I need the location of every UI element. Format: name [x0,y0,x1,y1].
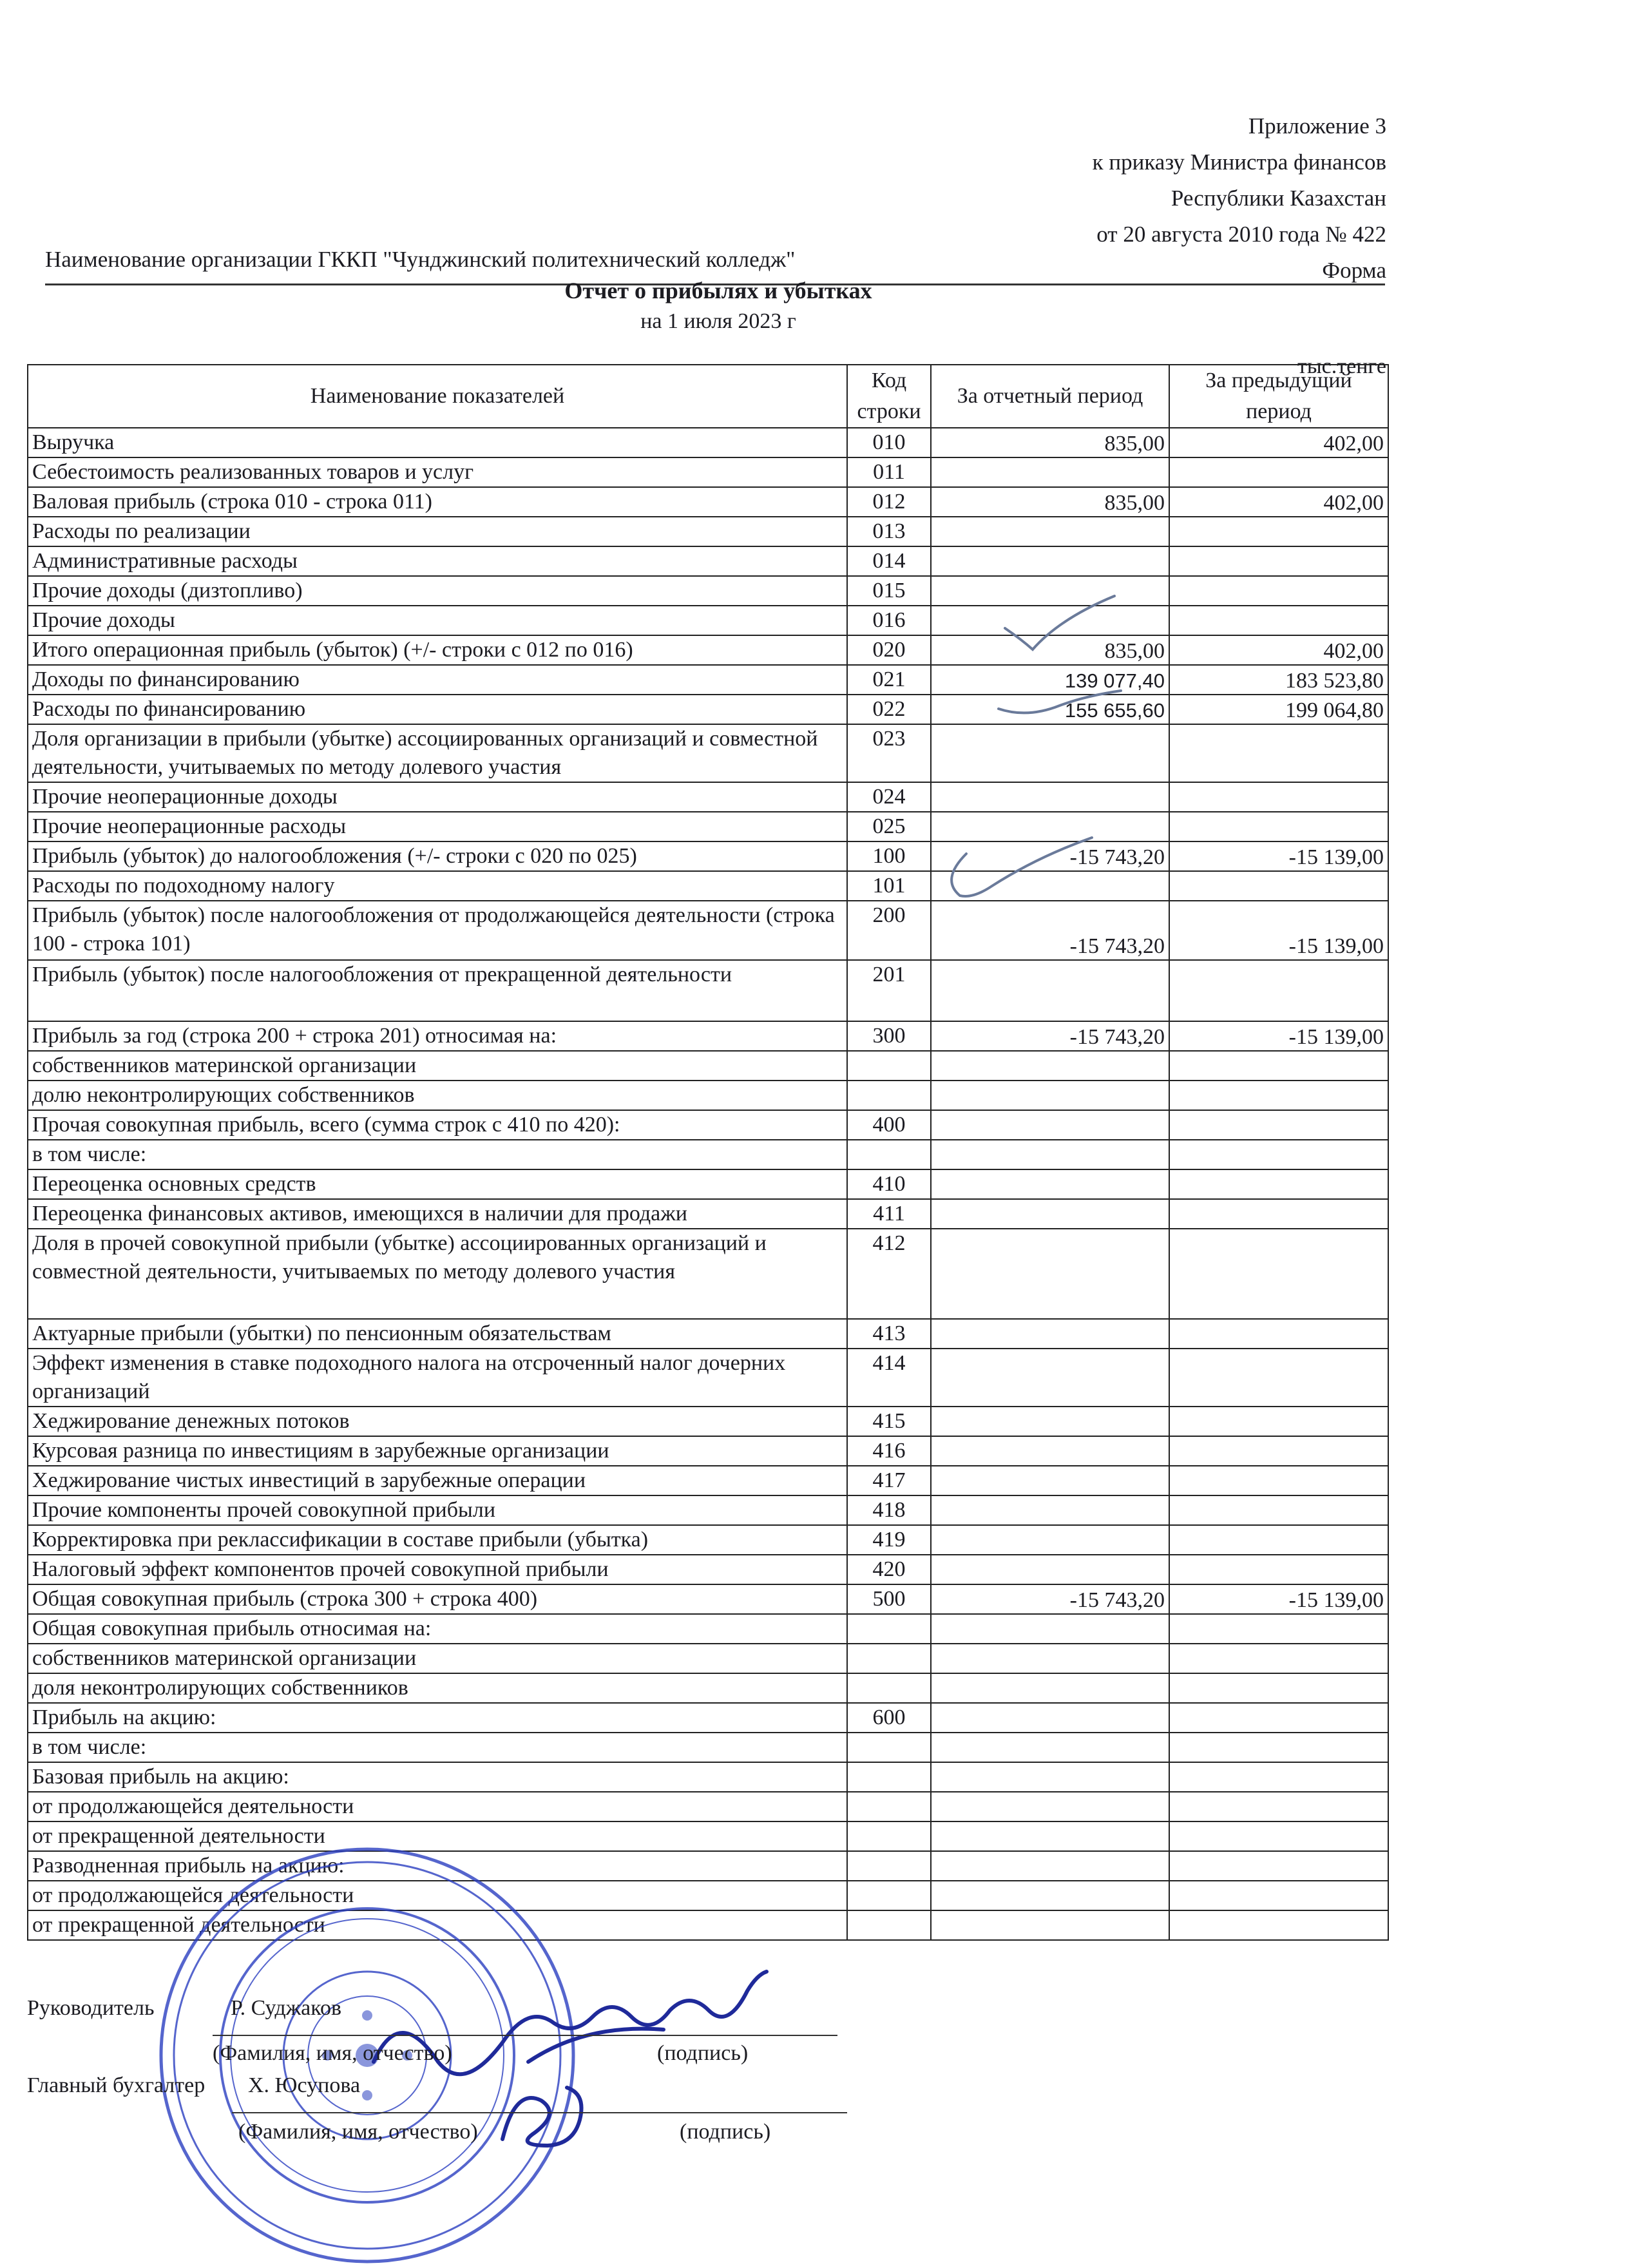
row-code: 300 [847,1021,931,1051]
report-title: Отчет о прибылях и убытках [564,278,872,303]
row-code: 016 [847,606,931,635]
annex-line-1: Приложение 3 [1248,113,1386,139]
row-code: 500 [847,1584,931,1614]
row-current-value [931,1555,1169,1584]
annex-line-3: Республики Казахстан [1171,186,1386,211]
row-name: Административные расходы [28,546,847,576]
row-name: Расходы по подоходному налогу [28,871,847,901]
row-name: Общая совокупная прибыль относимая на: [28,1614,847,1644]
row-current-value: 835,00 [931,635,1169,665]
row-current-value [931,1051,1169,1081]
row-code: 420 [847,1555,931,1584]
row-previous-value [1169,1199,1388,1229]
row-code: 400 [847,1110,931,1140]
row-code: 201 [847,960,931,1021]
row-code: 010 [847,428,931,457]
row-code [847,1910,931,1940]
row-code: 023 [847,724,931,782]
row-name: Переоценка финансовых активов, имеющихся в наличии для продажи [28,1199,847,1229]
row-code: 012 [847,487,931,517]
row-previous-value [1169,1495,1388,1525]
row-previous-value [1169,1851,1388,1881]
row-code: 413 [847,1319,931,1349]
row-name: Корректировка при реклассификации в составе прибыли (убытка) [28,1525,847,1555]
row-current-value [931,1910,1169,1940]
accountant-name: Х. Юсупова [248,2073,361,2097]
row-current-value [931,1319,1169,1349]
table-row [28,1199,1388,1229]
row-name: доля неконтролирующих собственников [28,1673,847,1703]
row-name: Доходы по финансированию [28,665,847,695]
row-previous-value [1169,517,1388,546]
row-code [847,1851,931,1881]
head-name: Р. Суджаков [231,1996,342,2020]
row-name: от прекращенной деятельности [28,1821,847,1851]
row-previous-value: 402,00 [1169,487,1388,517]
row-previous-value [1169,1821,1388,1851]
row-code [847,1673,931,1703]
row-current-value [931,960,1169,1021]
row-name: в том числе: [28,1140,847,1169]
row-code [847,1881,931,1910]
table-row [28,724,1388,782]
row-previous-value [1169,1081,1388,1110]
row-previous-value: 402,00 [1169,428,1388,457]
head-signature-line [213,2035,837,2036]
row-current-value [931,1762,1169,1792]
report-date: на 1 июля 2023 г [640,309,796,333]
row-previous-value [1169,1229,1388,1319]
row-code: 011 [847,457,931,487]
table-row [28,695,1388,724]
row-previous-value [1169,1881,1388,1910]
row-current-value [931,1407,1169,1436]
head-role-label: Руководитель [27,1996,155,2020]
table-body [28,428,1388,1940]
row-previous-value [1169,1466,1388,1495]
row-previous-value: -15 139,00 [1169,901,1388,960]
annex-line-4: от 20 августа 2010 года № 422 [1096,222,1386,247]
header-code: Код строки [847,365,931,428]
check-mark-icon [995,683,1124,728]
table-row [28,635,1388,665]
row-previous-value [1169,1407,1388,1436]
table-row [28,1349,1388,1407]
row-previous-value [1169,606,1388,635]
row-name: Доля организации в прибыли (убытке) ассоциированных организаций и совместной деятельности, учитываемых по методу долевого участия [28,724,847,782]
row-name: Прибыль на акцию: [28,1703,847,1733]
row-code [847,1792,931,1821]
row-current-value [931,724,1169,782]
row-previous-value [1169,1910,1388,1940]
table-row [28,1081,1388,1110]
row-code: 412 [847,1229,931,1319]
row-current-value [931,1525,1169,1555]
head-caption-sign: (подпись) [657,2041,749,2065]
accountant-caption-sign: (подпись) [680,2120,771,2144]
check-mark-icon [1002,593,1118,654]
row-code: 101 [847,871,931,901]
row-name: Общая совокупная прибыль (строка 300 + строка 400) [28,1584,847,1614]
row-name: Прочие неоперационные расходы [28,812,847,841]
report-units: тыс.тенге [1297,354,1386,378]
row-current-value [931,782,1169,812]
header-previous-period: За предыдущий период [1169,365,1388,428]
row-name: Прибыль (убыток) после налогообложения от продолжающейся деятельности (строка 100 - строка 101) [28,901,847,960]
row-code: 021 [847,665,931,695]
row-code: 015 [847,576,931,606]
accountant-role-label: Главный бухгалтер [27,2073,206,2097]
row-previous-value [1169,724,1388,782]
row-current-value: 155 655,60 [931,695,1169,724]
table-row [28,1140,1388,1169]
row-name: Итого операционная прибыль (убыток) (+/- строки с 012 по 016) [28,635,847,665]
table-row [28,1703,1388,1733]
table-row [28,428,1388,457]
row-current-value [931,1614,1169,1644]
row-code: 419 [847,1525,931,1555]
row-code [847,1762,931,1792]
row-name: Прибыль (убыток) до налогообложения (+/- строки с 020 по 025) [28,841,847,871]
row-current-value [931,1229,1169,1319]
row-current-value [931,1110,1169,1140]
row-code: 417 [847,1466,931,1495]
row-code [847,1614,931,1644]
row-code: 416 [847,1436,931,1466]
row-current-value [931,457,1169,487]
row-previous-value [1169,1644,1388,1673]
row-code: 100 [847,841,931,871]
head-caption-name: (Фамилия, имя, отчество) [213,2041,452,2065]
check-mark-icon [941,834,1095,905]
row-current-value [931,1703,1169,1733]
row-previous-value [1169,1110,1388,1140]
annex-block [1093,108,1386,289]
row-previous-value: 183 523,80 [1169,665,1388,695]
row-current-value [931,1673,1169,1703]
row-code: 024 [847,782,931,812]
row-current-value: -15 743,20 [931,1021,1169,1051]
row-name: Прибыль (убыток) после налогообложения от прекращенной деятельности [28,960,847,1021]
table-row [28,576,1388,606]
row-code: 025 [847,812,931,841]
row-previous-value [1169,576,1388,606]
table-row [28,1673,1388,1703]
row-previous-value [1169,1140,1388,1169]
accountant-caption-name: (Фамилия, имя, отчество) [238,2120,478,2144]
income-statement-table [27,364,1389,1941]
row-previous-value: -15 139,00 [1169,1584,1388,1614]
row-code: 022 [847,695,931,724]
row-previous-value [1169,1436,1388,1466]
table-row [28,1525,1388,1555]
table-row [28,1733,1388,1762]
table-row [28,871,1388,901]
row-previous-value: 402,00 [1169,635,1388,665]
row-current-value [931,1199,1169,1229]
table-row [28,546,1388,576]
row-current-value [931,1140,1169,1169]
row-name: Прочие доходы [28,606,847,635]
signature-icon [490,2075,593,2165]
row-current-value: -15 743,20 [931,841,1169,871]
table-row [28,812,1388,841]
row-code: 013 [847,517,931,546]
row-previous-value [1169,960,1388,1021]
row-previous-value [1169,1614,1388,1644]
table-row [28,517,1388,546]
row-previous-value [1169,1349,1388,1407]
row-current-value [931,1169,1169,1199]
row-code [847,1733,931,1762]
row-code: 600 [847,1703,931,1733]
organization-name: Наименование организации ГККП "Чунджинский политехнический колледж" [45,247,796,272]
row-code: 414 [847,1349,931,1407]
row-name: Курсовая разница по инвестициям в зарубежные организации [28,1436,847,1466]
row-code: 020 [847,635,931,665]
row-current-value [931,546,1169,576]
table-row [28,457,1388,487]
row-code: 418 [847,1495,931,1525]
row-name: Валовая прибыль (строка 010 - строка 011) [28,487,847,517]
table-row [28,1644,1388,1673]
row-previous-value: -15 139,00 [1169,841,1388,871]
annex-line-5: Форма [1322,258,1386,283]
row-name: собственников материнской организации [28,1051,847,1081]
row-name: Доля в прочей совокупной прибыли (убытке) ассоциированных организаций и совместной деятельности, учитываемых по методу долевого участия [28,1229,847,1319]
row-current-value [931,1821,1169,1851]
row-previous-value [1169,1792,1388,1821]
row-previous-value [1169,812,1388,841]
row-code [847,1051,931,1081]
row-current-value [931,1495,1169,1525]
row-code [847,1140,931,1169]
row-previous-value [1169,1525,1388,1555]
row-current-value [931,517,1169,546]
row-current-value [931,1436,1169,1466]
table-row [28,1110,1388,1140]
row-name: от прекращенной деятельности [28,1910,847,1940]
row-previous-value [1169,1319,1388,1349]
row-previous-value [1169,1051,1388,1081]
row-previous-value [1169,1703,1388,1733]
row-previous-value [1169,782,1388,812]
row-code: 014 [847,546,931,576]
header-current-period: За отчетный период [931,365,1169,428]
row-name: Расходы по финансированию [28,695,847,724]
row-code: 411 [847,1199,931,1229]
table-row [28,1051,1388,1081]
table-row [28,1169,1388,1199]
table-row [28,1495,1388,1525]
annex-line-2: к приказу Министра финансов [1092,149,1386,175]
row-previous-value: 199 064,80 [1169,695,1388,724]
row-name: Прочие компоненты прочей совокупной прибыли [28,1495,847,1525]
row-previous-value [1169,1555,1388,1584]
row-current-value: 835,00 [931,428,1169,457]
row-previous-value [1169,1733,1388,1762]
row-current-value: -15 743,20 [931,901,1169,960]
table-row [28,1229,1388,1319]
header-name: Наименование показателей [28,365,847,428]
table-row [28,960,1388,1021]
table-row [28,1584,1388,1614]
row-current-value [931,1733,1169,1762]
row-code [847,1821,931,1851]
table-row [28,1614,1388,1644]
row-previous-value [1169,546,1388,576]
row-current-value [931,1466,1169,1495]
row-previous-value: -15 139,00 [1169,1021,1388,1051]
row-current-value: 139 077,40 [931,665,1169,695]
row-previous-value [1169,1169,1388,1199]
row-name: Прочие неоперационные доходы [28,782,847,812]
row-code: 415 [847,1407,931,1436]
row-current-value [931,1792,1169,1821]
table-row [28,1792,1388,1821]
row-name: в том числе: [28,1733,847,1762]
table-row [28,1555,1388,1584]
row-current-value [931,1081,1169,1110]
table-row [28,841,1388,871]
row-name: Хеджирование денежных потоков [28,1407,847,1436]
row-name: Расходы по реализации [28,517,847,546]
row-name: Налоговый эффект компонентов прочей совокупной прибыли [28,1555,847,1584]
row-name: долю неконтролирующих собственников [28,1081,847,1110]
row-current-value [931,1851,1169,1881]
table-row [28,1021,1388,1051]
row-code [847,1644,931,1673]
table-row [28,606,1388,635]
row-previous-value [1169,1673,1388,1703]
table-row [28,1466,1388,1495]
table-header-row [28,365,1388,428]
row-code [847,1081,931,1110]
row-name: Разводненная прибыль на акцию: [28,1851,847,1881]
row-code: 200 [847,901,931,960]
table-row [28,782,1388,812]
row-previous-value [1169,1762,1388,1792]
row-name: Актуарные прибыли (убытки) по пенсионным обязательствам [28,1319,847,1349]
row-name: Хеджирование чистых инвестиций в зарубежные операции [28,1466,847,1495]
table-row [28,487,1388,517]
row-name: собственников материнской организации [28,1644,847,1673]
row-name: от продолжающейся деятельности [28,1881,847,1910]
row-current-value [931,1644,1169,1673]
row-current-value: -15 743,20 [931,1584,1169,1614]
table-row [28,1762,1388,1792]
row-previous-value [1169,457,1388,487]
row-code: 410 [847,1169,931,1199]
row-name: Переоценка основных средств [28,1169,847,1199]
row-name: Прибыль за год (строка 200 + строка 201) относимая на: [28,1021,847,1051]
row-current-value: 835,00 [931,487,1169,517]
table-row [28,1436,1388,1466]
table-row [28,665,1388,695]
table-row [28,1407,1388,1436]
table-row [28,1319,1388,1349]
row-previous-value [1169,871,1388,901]
row-name: Базовая прибыль на акцию: [28,1762,847,1792]
row-name: Прочая совокупная прибыль, всего (сумма строк с 410 по 420): [28,1110,847,1140]
row-name: Прочие доходы (дизтопливо) [28,576,847,606]
table-row [28,901,1388,960]
row-current-value [931,1881,1169,1910]
row-name: Себестоимость реализованных товаров и услуг [28,457,847,487]
row-name: Эффект изменения в ставке подоходного налога на отсроченный налог дочерних организаций [28,1349,847,1407]
row-name: от продолжающейся деятельности [28,1792,847,1821]
row-name: Выручка [28,428,847,457]
accountant-signature-line [232,2112,847,2113]
row-current-value [931,1349,1169,1407]
